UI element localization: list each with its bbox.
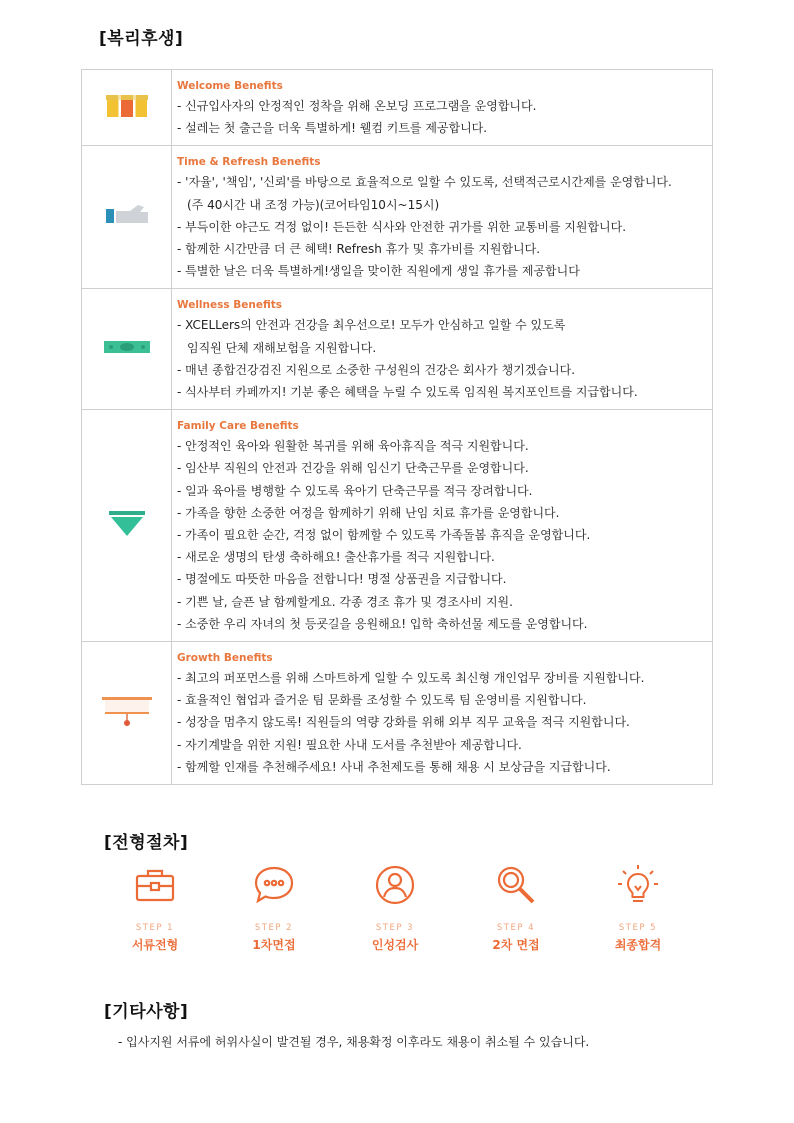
section-title-process: [전형절차] [104,833,189,853]
process-step-3 [335,862,455,953]
benefit-row [82,410,713,642]
process-step-2 [214,862,334,953]
benefit-line: - 부득이한 야근도 걱정 없이! 든든한 식사와 안전한 귀가를 위한 교통비를 지원합니다. [177,219,627,234]
magnifier-icon [456,862,576,908]
benefit-line: - 자기계발을 위한 지원! 필요한 사내 도서를 추천받아 제공합니다. [177,737,522,752]
triangle-icon [107,511,147,541]
benefit-category-title: Time & Refresh Benefits [177,156,321,169]
hand-icon [104,203,150,231]
benefit-line: - 기쁜 날, 슬픈 날 함께할게요. 각종 경조 휴가 및 경조사비 지원. [177,594,513,609]
benefit-line: - 가족이 필요한 순간, 걱정 없이 함께할 수 있도록 가족돌봄 휴직을 운영합니다. [177,528,591,543]
benefit-line: - 새로운 생명의 탄생 축하해요! 출산휴가를 적극 지원합니다. [177,550,495,565]
benefit-text-cell [172,146,713,289]
benefit-category-title: Welcome Benefits [177,80,283,92]
benefit-line: - '자율', '책임', '신뢰'를 바탕으로 효율적으로 일할 수 있도록, 선택적근로시간제를 운영합니다. [177,175,672,190]
benefit-line: 임직원 단체 재해보험을 지원합니다. [187,340,377,355]
section-title-etc: [기타사항] [104,1002,189,1022]
benefit-line: - 소중한 우리 자녀의 첫 등굣길을 응원해요! 입학 축하선물 제도를 운영합니다. [177,616,588,631]
money-icon [103,339,151,359]
person-icon [335,862,455,908]
benefit-line: - 최고의 퍼포먼스를 위해 스마트하게 일할 수 있도록 최신형 개인업무 장비를 지원합니다. [177,671,645,686]
step-number: STEP 2 [254,923,294,933]
step-number: STEP 1 [135,923,175,933]
benefit-line: - 설레는 첫 출근을 더욱 특별하게! 웰컴 키트를 제공합니다. [177,121,488,136]
section-title-welfare: [복리후생] [99,29,184,49]
presentation-board-icon [101,694,153,732]
benefit-category-title: Wellness Benefits [177,299,283,312]
benefit-line: - XCELLers의 안전과 건강을 최우선으로! 모두가 안심하고 일할 수 있도록 [177,318,566,333]
benefit-text-cell [172,642,713,785]
benefit-category-title: Family Care Benefits [177,420,299,433]
benefit-line: - 특별한 날은 더욱 특별하게!생일을 맞이한 직원에게 생일 휴가를 제공합니다 [177,264,580,279]
benefit-text-cell [172,70,713,146]
benefit-line: - 매년 종합건강검진 지원으로 소중한 구성원의 건강은 회사가 챙기겠습니다. [177,362,576,377]
benefit-line: - 효율적인 협업과 즐거운 팀 문화를 조성할 수 있도록 팀 운영비를 지원합니다. [177,693,587,708]
step-number: STEP 5 [618,923,658,933]
benefit-text-cell [172,289,713,410]
benefit-line: - 함께할 인재를 추천해주세요! 사내 추천제도를 통해 채용 시 보상금을 지급합니다. [177,759,611,774]
benefit-line: - 성장을 멈추지 않도록! 직원들의 역량 강화를 위해 외부 직무 교육을 적극 지원합니다. [177,715,630,730]
benefit-row [82,70,713,146]
benefit-line: - 가족을 향한 소중한 여정을 함께하기 위해 난임 치료 휴가를 운영합니다. [177,505,560,520]
benefit-row [82,289,713,410]
benefits-table [81,69,713,785]
benefit-line: (주 40시간 내 조정 가능)(코어타임10시~15시) [187,197,440,212]
benefit-icon-cell [82,289,172,410]
benefit-icon-cell [82,642,172,785]
benefit-icon-cell [82,70,172,146]
step-number: STEP 3 [375,923,415,933]
hiring-process-steps [95,862,715,962]
step-name: 최종합격 [614,938,662,952]
process-step-4 [456,862,576,953]
benefit-line: - 신규입사자의 안정적인 정착을 위해 온보딩 프로그램을 운영합니다. [177,99,537,113]
benefit-row [82,642,713,785]
speech-bubble-icon [214,862,334,908]
gift-icon [104,93,150,123]
notice-text: - 입사지원 서류에 허위사실이 발견될 경우, 채용확정 이후라도 채용이 취소될 수 있습니다. [118,1035,590,1049]
benefit-line: - 일과 육아를 병행할 수 있도록 육아기 단축근무를 적극 장려합니다. [177,483,533,498]
benefit-text-cell [172,410,713,642]
process-step-1 [95,862,215,953]
benefit-line: - 임산부 직원의 안전과 건강을 위해 임신기 단축근무를 운영합니다. [177,461,529,476]
benefit-line: - 식사부터 카페까지! 기분 좋은 혜택을 누릴 수 있도록 임직원 복지포인트를 지급합니다. [177,385,638,400]
step-name: 1차면접 [252,938,296,952]
benefit-line: - 명절에도 따뜻한 마음을 전합니다! 명절 상품권을 지급합니다. [177,572,507,587]
step-number: STEP 4 [496,923,536,933]
process-step-5 [578,862,698,953]
benefit-line: - 함께한 시간만큼 더 큰 혜택! Refresh 휴가 및 휴가비를 지원합니다. [177,242,541,257]
benefit-icon-cell [82,146,172,289]
step-name: 서류전형 [131,938,179,952]
step-name: 인성검사 [371,938,419,952]
briefcase-icon [95,862,215,908]
benefit-category-title: Growth Benefits [177,652,273,665]
benefit-line: - 안정적인 육아와 원활한 복귀를 위해 육아휴직을 적극 지원합니다. [177,439,529,454]
lightbulb-icon [578,862,698,908]
step-name: 2차 면접 [492,938,540,952]
benefit-icon-cell [82,410,172,642]
benefit-row [82,146,713,289]
